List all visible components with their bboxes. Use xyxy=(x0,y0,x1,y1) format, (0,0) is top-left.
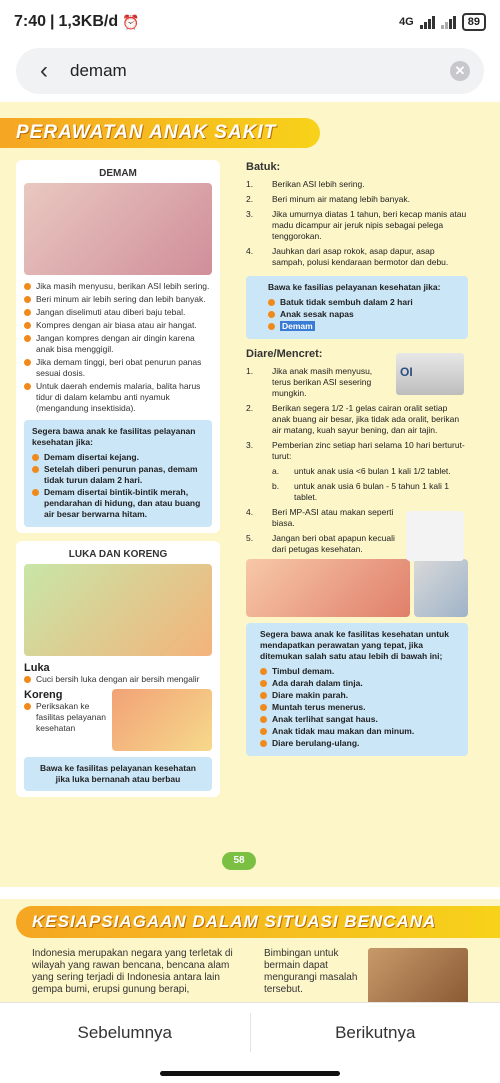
list-item xyxy=(268,321,460,332)
list-item: Jangan diselimuti atau diberi baju tebal. xyxy=(24,307,212,318)
list-number: 4. xyxy=(246,507,254,517)
battery-icon: 89 xyxy=(462,13,486,31)
list-text: Beri MP-ASI atau makan seperti biasa. xyxy=(272,507,394,528)
luka-alert-text: Bawa ke fasilitas pelayanan kesehatan jika luka bernanah atau berbau xyxy=(40,763,196,784)
list-item xyxy=(246,246,468,268)
page-number: 58 xyxy=(222,852,256,870)
batuk-alert-title: Bawa ke fasilias pelayanan kesehatan jika: xyxy=(268,282,441,292)
list-text: Jangan beri obat apapun kecuali dari petugas kesehatan. xyxy=(272,533,395,554)
list-text: Pemberian zinc setiap hari selama 10 hari berturut-turut: xyxy=(272,440,465,461)
list-item: Timbul demam. xyxy=(260,666,460,677)
oralit-package-image xyxy=(396,353,464,395)
search-highlight: Demam xyxy=(282,321,313,331)
list-number: 3. xyxy=(246,209,254,219)
list-item: Diare makin parah. xyxy=(260,690,460,701)
zinc-sub-list xyxy=(272,466,468,503)
document-page[interactable] xyxy=(0,102,500,1002)
status-right xyxy=(399,13,486,31)
list-item: Jangan kompres dengan air dingin karena anak bisa menggigil. xyxy=(24,333,212,355)
list-item: Anak sesak napas xyxy=(268,309,460,320)
bottom-navigation xyxy=(0,1002,500,1062)
list-item: Untuk daerah endemis malaria, balita harus tidur di dalam kelambu anti nyamuk (mengandung insektisida). xyxy=(24,381,212,414)
list-text: Berikan segera 1/2 -1 gelas cairan oralit setiap anak buang air besar, jika tidak ada oralit, berikan air matang, kuah sayur bening, dan air tajin. xyxy=(272,403,460,435)
demam-alert-box xyxy=(24,420,212,527)
list-item: Diare berulang-ulang. xyxy=(260,738,460,749)
section-title: PERAWATAN ANAK SAKIT xyxy=(16,122,277,143)
list-item xyxy=(272,466,468,477)
previous-button[interactable]: Sebelumnya xyxy=(77,1022,172,1042)
demam-card xyxy=(16,160,220,533)
list-number: b. xyxy=(272,481,280,491)
list-number: 2. xyxy=(246,403,254,413)
list-item: Ada darah dalam tinja. xyxy=(260,678,460,689)
status-time: 7:40 xyxy=(14,13,47,30)
list-text: Beri minum air matang lebih banyak. xyxy=(272,194,410,204)
koreng-text xyxy=(24,689,106,751)
child-wound-photo xyxy=(112,689,212,751)
home-indicator[interactable] xyxy=(160,1071,340,1076)
clear-icon[interactable]: ✕ xyxy=(450,61,470,81)
diare-title: Diare/Mencret: xyxy=(246,348,323,360)
list-item xyxy=(246,209,468,242)
list-item: Cuci bersih luka dengan air bersih mengalir xyxy=(24,674,212,685)
list-item: Jika masih menyusu, berikan ASI lebih sering. xyxy=(24,281,212,292)
status-separator: | xyxy=(50,13,55,30)
batuk-list xyxy=(246,179,468,268)
list-number: 4. xyxy=(246,246,254,256)
status-bar xyxy=(0,0,500,44)
package-label: OI xyxy=(400,365,413,379)
bottom-right-text: Bimbingan untuk bermain dapat mengurangi masalah tersebut. xyxy=(264,948,358,995)
list-number: 1. xyxy=(246,179,254,189)
koreng-head: Koreng xyxy=(24,689,63,701)
list-item: Setelah diberi penurun panas, demam tidak turun dalam 2 hari. xyxy=(32,464,204,486)
search-bar xyxy=(16,48,484,94)
list-number: 1. xyxy=(246,366,254,376)
diare-alert-box xyxy=(246,623,468,756)
list-item: Muntah terus menerus. xyxy=(260,702,460,713)
list-text: Jika umurnya diatas 1 tahun, beri kecap manis atau madu dicampur air jeruk nipis sebagai pelega tenggorokan. xyxy=(272,209,467,241)
page-separator xyxy=(0,887,500,899)
section-banner xyxy=(0,118,320,148)
next-button[interactable]: Berikutnya xyxy=(335,1022,416,1042)
batuk-alert-box xyxy=(246,276,468,339)
sick-baby-illustration xyxy=(246,559,468,617)
demam-title: DEMAM xyxy=(99,168,137,179)
list-item xyxy=(246,507,398,529)
list-text: untuk anak usia <6 bulan 1 kali 1/2 tablet. xyxy=(294,466,451,476)
koreng-bullets xyxy=(24,701,106,734)
list-item: Periksakan ke fasilitas pelayanan kesehatan xyxy=(24,701,106,734)
baby-image xyxy=(246,559,410,617)
luka-bullets xyxy=(24,674,212,685)
luka-title: LUKA DAN KORENG xyxy=(68,549,168,560)
list-item: Beri minum air lebih sering dan lebih banyak. xyxy=(24,294,212,305)
back-arrow-icon[interactable]: ‹ xyxy=(40,57,48,84)
list-number: 2. xyxy=(246,194,254,204)
list-text: Jika anak masih menyusu, terus berikan ASI sesering mungkin. xyxy=(272,366,373,398)
demam-alert-title: Segera bawa anak ke fasilitas pelayanan kesehatan jika: xyxy=(32,426,196,447)
list-number: 5. xyxy=(246,533,254,543)
list-number: a. xyxy=(272,466,280,476)
list-item: Demam disertai kejang. xyxy=(32,452,204,463)
bottom-left-text: Indonesia merupakan negara yang terletak di wilayah yang rawan bencana, bencana alam yang sering terjadi di Indonesia antara lain gempa bumi, erupsi gunung berapi, xyxy=(32,948,233,995)
koreng-row xyxy=(24,689,212,751)
list-text: untuk anak usia 6 bulan - 5 tahun 1 kali 1 tablet. xyxy=(294,481,449,502)
signal-icon-2 xyxy=(441,15,456,29)
section-title-2: KESIAPSIAGAAN DALAM SITUASI BENCANA xyxy=(32,912,437,931)
status-time-group xyxy=(14,13,140,31)
section-banner-2 xyxy=(16,906,500,938)
furniture-illustration xyxy=(368,948,468,1002)
sachet-image xyxy=(414,559,468,617)
search-input[interactable] xyxy=(70,61,450,81)
list-item: Demam disertai bintik-bintik merah, pendarahan di hidung, dan atau buang air besar berwarna hitam. xyxy=(32,487,204,520)
mother-child-wound-photo xyxy=(24,564,212,656)
list-item xyxy=(246,194,468,205)
list-text: Berikan ASI lebih sering. xyxy=(272,179,365,189)
list-number: 3. xyxy=(246,440,254,450)
diare-alert-title: Segera bawa anak ke fasilitas kesehatan untuk mendapatkan perawatan yang tepat, jika ditemukan salah satu atau lebih di bawah ini; xyxy=(260,629,449,661)
luka-alert-box xyxy=(24,757,212,791)
list-item xyxy=(246,403,468,436)
list-item: Anak terlihat sangat haus. xyxy=(260,714,460,725)
mother-child-photo xyxy=(24,183,212,275)
luka-card xyxy=(16,541,220,797)
drink-illustration xyxy=(406,511,464,561)
batuk-title: Batuk: xyxy=(246,161,281,173)
list-item: Anak tidak mau makan dan minum. xyxy=(260,726,460,737)
status-speed: 1,3KB/d xyxy=(58,13,119,30)
list-item: Batuk tidak sembuh dalam 2 hari xyxy=(268,297,460,308)
luka-head: Luka xyxy=(24,662,50,674)
list-item xyxy=(246,179,468,190)
list-item: Kompres dengan air biasa atau air hangat. xyxy=(24,320,212,331)
alarm-icon: ⏰ xyxy=(122,13,140,30)
list-item xyxy=(246,533,398,555)
list-item: Jika demam tinggi, beri obat penurun panas sesuai dosis. xyxy=(24,357,212,379)
left-column xyxy=(16,160,220,805)
right-column xyxy=(246,160,468,756)
signal-icon xyxy=(420,15,435,29)
diare-list-2-wrap xyxy=(246,507,468,555)
list-text: Jauhkan dari asap rokok, asap dapur, asap sampah, polusi kendaraan bermotor dan debu. xyxy=(272,246,449,267)
network-label: 4G xyxy=(399,16,414,28)
list-item xyxy=(272,481,468,503)
demam-bullets xyxy=(24,281,212,414)
list-item xyxy=(246,440,468,462)
diare-section xyxy=(246,349,468,756)
